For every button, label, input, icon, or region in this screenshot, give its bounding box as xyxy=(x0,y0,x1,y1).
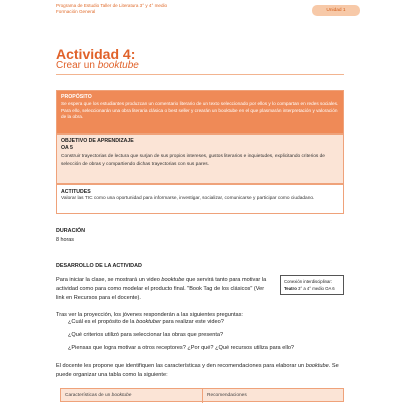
page-header xyxy=(0,0,400,22)
development-paragraph-2: Tras ver la proyección, los jóvenes responderán a las siguientes preguntas: xyxy=(56,312,243,318)
connection-detail: 3° a 4° medio OA 6 xyxy=(296,286,335,291)
purpose-heading: PROPÓSITO xyxy=(61,94,92,100)
program-line-1: Programa de Estudio Taller de Literatura 3° y 4° medio xyxy=(56,3,168,8)
objective-code: OA 5 xyxy=(61,145,73,151)
duration-heading: DURACIÓN xyxy=(56,228,86,234)
subtitle-prefix: Crear un xyxy=(56,60,98,71)
connection-value xyxy=(284,286,335,291)
question-3: ¿Piensas que logra motivar a otros receptores? ¿Por qué? ¿Qué recursos utiliza para ello? xyxy=(68,345,295,351)
objective-box xyxy=(56,134,344,184)
development-paragraph-1 xyxy=(56,276,268,303)
question-1-part-a: ¿Cuál es el propósito de la xyxy=(68,319,137,325)
duration-value: 8 horas xyxy=(56,237,74,243)
development-paragraph-3 xyxy=(56,362,344,380)
connection-label: Conexión interdisciplinar: xyxy=(284,279,333,284)
table-column-divider xyxy=(202,389,203,403)
question-1-part-b: para realizar este video? xyxy=(161,319,224,325)
table-header-recommendations: Recomendaciones xyxy=(207,393,247,398)
table-col1-prefix: Características de un xyxy=(65,393,112,398)
para1-part-b: que servirá tanto para motivar la actividad como para como modelar el producto final. "Book Tag de los clásicos" (Ver link en Recursos para el docente). xyxy=(56,277,267,301)
question-2: ¿Qué criterios utilizó para seleccionar las obras que presenta? xyxy=(68,332,224,338)
para1-italic: booktube xyxy=(161,277,185,283)
para3-italic: booktube xyxy=(305,363,329,369)
para3-part-a: El docente les propone que identifiquen las características y den recomendaciones para elaborar un xyxy=(56,363,306,369)
development-heading: DESARROLLO DE LA ACTIVIDAD xyxy=(56,263,142,269)
purpose-text: Se espera que los estudiantes produzcan un comentario literario de un texto seleccionado por ellos y lo compartan en redes sociales. Para ello, seleccionarán una obra literaria clásica o best seller y crearán un booktube en el que plasmarán interpretación y valoración de la obra. xyxy=(61,101,339,120)
attitudes-heading: ACTITUDES xyxy=(61,189,91,195)
title-divider xyxy=(56,74,344,75)
program-title xyxy=(56,3,167,15)
question-1 xyxy=(68,319,224,325)
para3-part-b: . Se puede organizar una tabla como la siguiente: xyxy=(56,363,339,378)
table-col1-italic: booktube xyxy=(111,393,132,398)
attitudes-text: Valorar las TIC como una oportunidad para informarse, investigar, socializar, comunicarse y participar como ciudadano. xyxy=(61,196,315,201)
question-1-italic: booktuber xyxy=(136,319,161,325)
objective-heading: OBJETIVO DE APRENDIZAJE xyxy=(61,138,134,144)
connection-subject: Teatro xyxy=(284,286,297,291)
subtitle-italic: booktube xyxy=(97,60,139,71)
interdisciplinary-connection-box xyxy=(280,275,344,295)
activity-title: Actividad 4: xyxy=(56,46,136,62)
attitudes-box xyxy=(56,184,344,214)
unit-badge: Unidad 1 xyxy=(312,5,360,16)
program-line-2: Formación General xyxy=(56,9,96,15)
objective-text: Construir trayectorias de lectura que surjan de sus propios intereses, gustos literarios e inquietudes, explicitando criterios de selección de obras y compartiendo dichas trayectorias con sus pares. xyxy=(61,154,325,167)
purpose-box xyxy=(56,90,344,134)
activity-subtitle xyxy=(56,60,139,71)
para1-part-a: Para iniciar la clase, se mostrará un video xyxy=(56,277,162,283)
table-header-characteristics xyxy=(65,393,131,398)
